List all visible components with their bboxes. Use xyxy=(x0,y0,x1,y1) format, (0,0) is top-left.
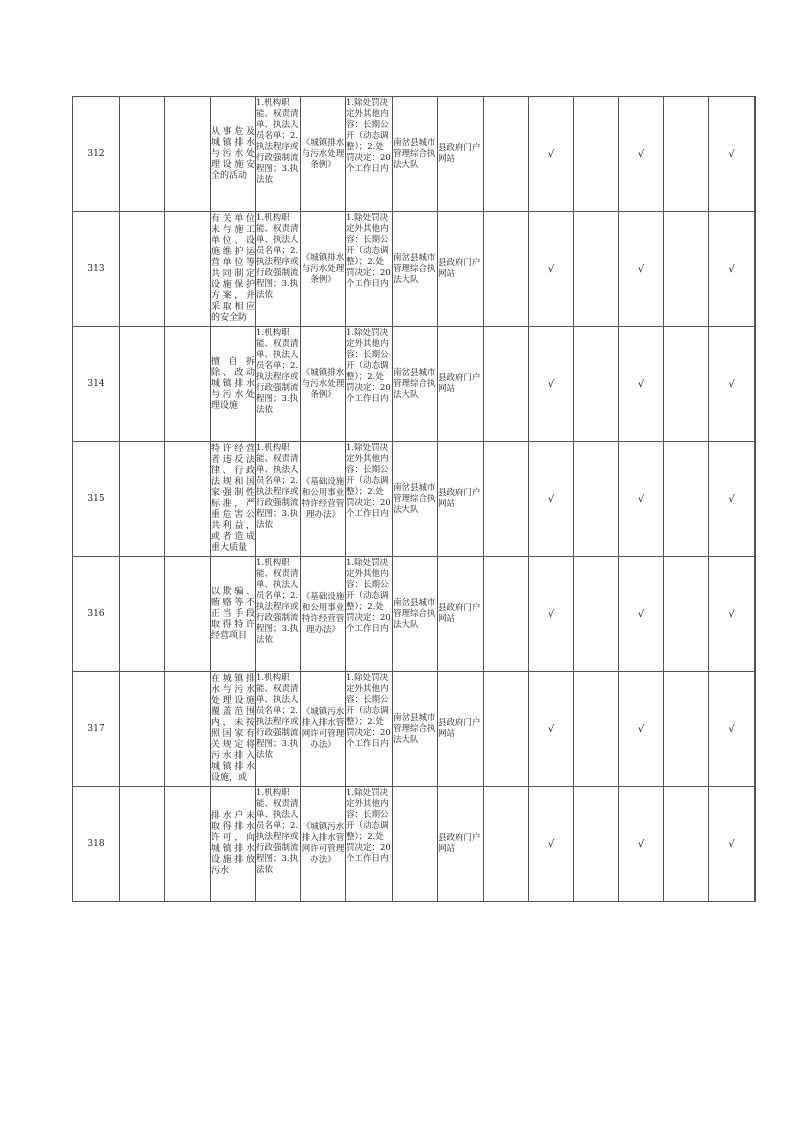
empty-cell xyxy=(165,442,211,557)
check-mark: √ xyxy=(619,557,664,672)
disclosing-agency: 南岔县城市管理综合执法大队 xyxy=(393,327,438,442)
row-number: 314 xyxy=(73,327,120,442)
check-mark xyxy=(484,557,529,672)
matter-name-text: 从事危及城镇排水与污水处理设施安全的活动 xyxy=(211,126,255,181)
disclosure-content-text: 1.机构职能、权责清单、执法人员名单；2.执法程序或行政强制流程图；3.执法依 xyxy=(256,672,299,760)
check-mark: √ xyxy=(529,557,574,672)
check-mark: √ xyxy=(619,442,664,557)
matter-name-text: 以欺骗、贿赂等不正当手段取得特许经营项目 xyxy=(211,586,255,641)
matter-name-text: 排水户未取得排水许可，向城镇排水设施排放污水 xyxy=(211,811,255,876)
empty-cell xyxy=(120,787,165,902)
check-mark: √ xyxy=(529,442,574,557)
legal-basis: 《城镇排水与污水处理条例》 xyxy=(301,327,346,442)
empty-cell xyxy=(120,557,165,672)
row-number: 316 xyxy=(73,557,120,672)
check-mark: √ xyxy=(709,557,755,672)
disclosure-time xyxy=(346,557,393,672)
check-mark: √ xyxy=(619,212,664,327)
empty-cell xyxy=(120,97,165,212)
disclosing-agency xyxy=(393,787,438,902)
disclosure-time xyxy=(346,97,393,212)
disclosure-time-text: 1.除处罚决定外其他内容：长期公开（动态调整）；2.处罚决定：20个工作日内 xyxy=(346,672,391,749)
legal-basis: 《城镇排水与污水处理条例》 xyxy=(301,212,346,327)
disclosure-content xyxy=(256,212,301,327)
disclosure-content xyxy=(256,672,301,787)
disclosure-content-text: 1.机构职能、权责清单、执法人员名单；2.执法程序或行政强制流程图；3.执法依 xyxy=(256,327,299,415)
check-mark xyxy=(574,787,619,902)
check-mark: √ xyxy=(709,97,755,212)
check-mark xyxy=(664,557,709,672)
empty-cell xyxy=(120,672,165,787)
disclosure-channel: 县政府门户网站 xyxy=(438,442,484,557)
check-mark xyxy=(755,97,756,212)
matter-name xyxy=(211,557,256,672)
check-mark: √ xyxy=(709,327,755,442)
check-mark xyxy=(755,557,756,672)
row-number: 318 xyxy=(73,787,120,902)
check-mark xyxy=(484,97,529,212)
check-mark: √ xyxy=(619,97,664,212)
disclosing-agency: 南岔县城市管理综合执法大队 xyxy=(393,212,438,327)
row-number: 315 xyxy=(73,442,120,557)
matter-name xyxy=(211,672,256,787)
disclosure-time xyxy=(346,327,393,442)
disclosure-content xyxy=(256,557,301,672)
disclosure-content xyxy=(256,787,301,902)
row-number: 312 xyxy=(73,97,120,212)
check-mark xyxy=(484,327,529,442)
disclosing-agency: 南岔县城市管理综合执法大队 xyxy=(393,97,438,212)
check-mark xyxy=(574,212,619,327)
empty-cell xyxy=(120,327,165,442)
table-row xyxy=(73,442,756,557)
check-mark xyxy=(755,327,756,442)
matter-name-text: 有关单位未与施工单位、设施维护运营单位等共同制定设施保护方案，并采取相应的安全防 xyxy=(211,214,255,323)
check-mark xyxy=(484,787,529,902)
matter-name xyxy=(211,327,256,442)
empty-cell xyxy=(165,787,211,902)
check-mark xyxy=(755,442,756,557)
disclosure-time xyxy=(346,212,393,327)
disclosure-channel: 县政府门户网站 xyxy=(438,327,484,442)
disclosure-content-text: 1.机构职能、权责清单、执法人员名单；2.执法程序或行政强制流程图；3.执法依 xyxy=(256,557,299,645)
table-row xyxy=(73,672,756,787)
empty-cell xyxy=(165,97,211,212)
disclosure-content xyxy=(256,97,301,212)
check-mark xyxy=(574,672,619,787)
check-mark xyxy=(664,97,709,212)
disclosure-content-text: 1.机构职能、权责清单、执法人员名单；2.执法程序或行政强制流程图；3.执法依 xyxy=(256,787,299,875)
disclosure-content-text: 1.机构职能、权责清单、执法人员名单；2.执法程序或行政强制流程图；3.执法依 xyxy=(256,97,299,185)
check-mark xyxy=(484,672,529,787)
check-mark: √ xyxy=(529,97,574,212)
check-mark: √ xyxy=(529,672,574,787)
check-mark xyxy=(664,327,709,442)
matter-name xyxy=(211,97,256,212)
legal-basis: 《城镇排水与污水处理条例》 xyxy=(301,97,346,212)
disclosure-table xyxy=(72,96,756,902)
check-mark: √ xyxy=(709,212,755,327)
check-mark xyxy=(484,442,529,557)
disclosure-content xyxy=(256,442,301,557)
disclosure-time xyxy=(346,442,393,557)
matter-name xyxy=(211,212,256,327)
disclosure-channel: 县政府门户网站 xyxy=(438,97,484,212)
legal-basis: 《城镇污水排入排水管网许可管理办法》 xyxy=(301,787,346,902)
matter-name-text: 特许经营者违反法律、行政法规和国家强制性标准，严重危害公共利益，或者造成重大质量 xyxy=(211,444,255,553)
check-mark: √ xyxy=(529,212,574,327)
check-mark xyxy=(574,97,619,212)
empty-cell xyxy=(165,327,211,442)
check-mark xyxy=(664,442,709,557)
matter-name xyxy=(211,787,256,902)
matter-name xyxy=(211,442,256,557)
table-row xyxy=(73,557,756,672)
check-mark xyxy=(664,212,709,327)
disclosing-agency: 南岔县城市管理综合执法大队 xyxy=(393,672,438,787)
check-mark: √ xyxy=(709,672,755,787)
check-mark: √ xyxy=(529,787,574,902)
check-mark xyxy=(574,557,619,672)
row-number: 317 xyxy=(73,672,120,787)
check-mark: √ xyxy=(619,787,664,902)
legal-basis: 《城镇污水排入排水管网许可管理办法》 xyxy=(301,672,346,787)
check-mark: √ xyxy=(529,327,574,442)
check-mark xyxy=(755,212,756,327)
empty-cell xyxy=(165,557,211,672)
check-mark: √ xyxy=(709,442,755,557)
empty-cell xyxy=(120,442,165,557)
disclosure-time-text: 1.除处罚决定外其他内容：长期公开（动态调整）；2.处罚决定：20个工作日内 xyxy=(346,327,391,404)
disclosure-channel: 县政府门户网站 xyxy=(438,787,484,902)
check-mark: √ xyxy=(709,787,755,902)
check-mark xyxy=(664,672,709,787)
table-row xyxy=(73,97,756,212)
table-row xyxy=(73,212,756,327)
check-mark xyxy=(484,212,529,327)
matter-name-text: 擅自拆除、改动城镇排水与污水处理设施 xyxy=(211,356,255,411)
disclosure-content xyxy=(256,327,301,442)
disclosing-agency: 南岔县城市管理综合执法大队 xyxy=(393,557,438,672)
legal-basis: 《基础设施和公用事业特许经营管理办法》 xyxy=(301,442,346,557)
matter-name-text: 在城镇排水与污水处理设施覆盖范围内，未按照国家有关规定将污水排入城镇排水设施，或 xyxy=(211,674,255,783)
check-mark xyxy=(755,787,756,902)
empty-cell xyxy=(120,212,165,327)
disclosure-time-text: 1.除处罚决定外其他内容：长期公开（动态调整）；2.处罚决定：20个工作日内 xyxy=(346,442,391,519)
disclosure-channel: 县政府门户网站 xyxy=(438,672,484,787)
row-number: 313 xyxy=(73,212,120,327)
check-mark xyxy=(574,327,619,442)
disclosing-agency: 南岔县城市管理综合执法大队 xyxy=(393,442,438,557)
disclosure-time-text: 1.除处罚决定外其他内容：长期公开（动态调整）；2.处罚决定：20个工作日内 xyxy=(346,97,391,174)
disclosure-content-text: 1.机构职能、权责清单、执法人员名单；2.执法程序或行政强制流程图；3.执法依 xyxy=(256,442,299,530)
legal-basis: 《基础设施和公用事业特许经营管理办法》 xyxy=(301,557,346,672)
disclosure-channel: 县政府门户网站 xyxy=(438,212,484,327)
disclosure-time-text: 1.除处罚决定外其他内容：长期公开（动态调整）；2.处罚决定：20个工作日内 xyxy=(346,557,391,634)
empty-cell xyxy=(165,672,211,787)
check-mark: √ xyxy=(619,672,664,787)
disclosure-time xyxy=(346,787,393,902)
check-mark xyxy=(574,442,619,557)
disclosure-channel: 县政府门户网站 xyxy=(438,557,484,672)
check-mark xyxy=(664,787,709,902)
disclosure-time-text: 1.除处罚决定外其他内容：长期公开（动态调整）；2.处罚决定：20个工作日内 xyxy=(346,787,391,864)
empty-cell xyxy=(165,212,211,327)
disclosure-time-text: 1.除处罚决定外其他内容：长期公开（动态调整）；2.处罚决定：20个工作日内 xyxy=(346,212,391,289)
table-row xyxy=(73,787,756,902)
table-row xyxy=(73,327,756,442)
check-mark xyxy=(755,672,756,787)
check-mark: √ xyxy=(619,327,664,442)
disclosure-content-text: 1.机构职能、权责清单、执法人员名单；2.执法程序或行政强制流程图；3.执法依 xyxy=(256,212,299,300)
disclosure-time xyxy=(346,672,393,787)
